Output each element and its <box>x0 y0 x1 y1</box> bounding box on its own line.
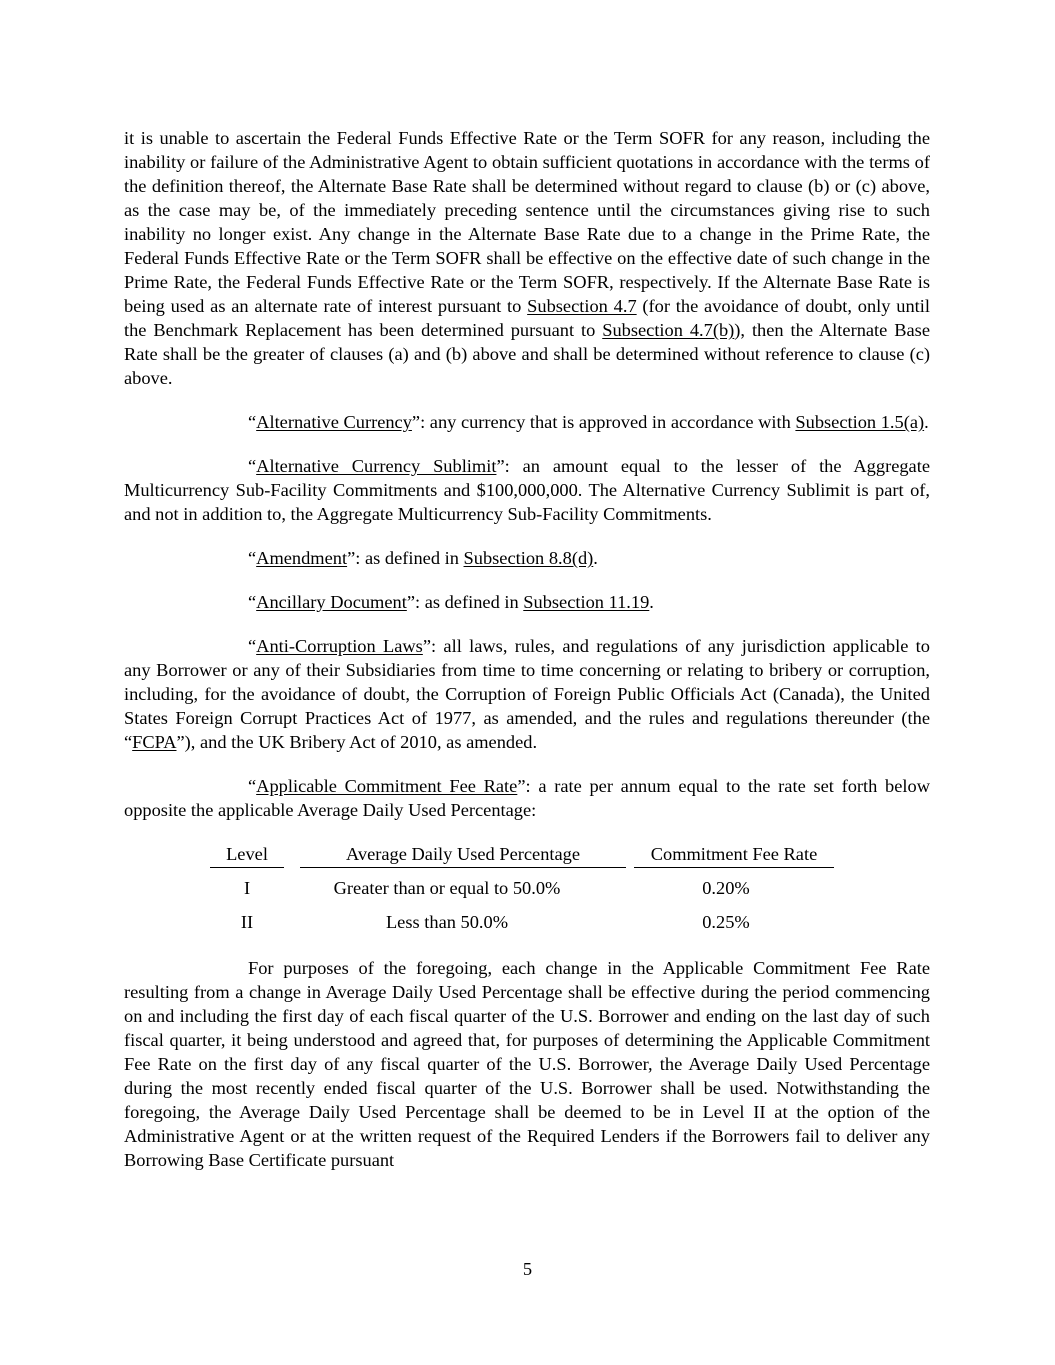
table-cell: 0.20% <box>702 878 750 898</box>
subsection-4-7-link: Subsection 4.7 <box>527 296 637 316</box>
definition-amendment: “Amendment”: as defined in Subsection 8.8(d). <box>248 548 598 568</box>
defined-term: Alternative Currency Sublimit <box>256 456 497 476</box>
definition-anti-corruption-laws: “Anti-Corruption Laws”: all laws, rules, and regulations of any jurisdiction applicable to any Borrower or any of their Subsidiaries from time to time concerning or relating to bribery or corruption, including, for the avoidance of doubt, the Corruption of Foreign Public Officials Act (Canada), the United States Foreign Corrupt Practices Act of 1977, as amended, and the rules and regulations thereunder (the “FCPA”), and the UK Bribery Act of 2010, as amended. <box>124 636 930 752</box>
paragraph-for-purposes: For purposes of the foregoing, each change in the Applicable Commitment Fee Rate resulting from a change in Average Daily Used Percentage shall be effective during the period commencing on and including the first day of each fiscal quarter of the U.S. Borrower and ending on the last day of such fiscal quarter, it being understood and agreed that, for purposes of determining the Applicable Commitment Fee Rate on the first day of any fiscal quarter of the U.S. Borrower, the Average Daily Used Percentage during the most recently ended fiscal quarter of the U.S. Borrower shall be used. Notwithstanding the foregoing, the Average Daily Used Percentage shall be deemed to be in Level II at the option of the Administrative Agent or at the written request of the Required Lenders if the Borrowers fail to deliver any Borrowing Base Certificate pursuant <box>124 958 930 1170</box>
defined-term: Ancillary Document <box>256 592 407 612</box>
column-header-level: Level <box>210 842 284 868</box>
defined-term: Alternative Currency <box>256 412 412 432</box>
subsection-4-7b-link: Subsection 4.7(b) <box>602 320 735 340</box>
table-cell: II <box>240 912 254 932</box>
fcpa-term: FCPA <box>132 732 177 752</box>
defined-term: Amendment <box>256 548 348 568</box>
table-cell: I <box>243 878 251 898</box>
table-cell: Less than 50.0% <box>385 912 509 932</box>
subsection-ref: Subsection 8.8(d) <box>463 548 594 568</box>
document-page <box>124 126 930 1172</box>
subsection-ref: Subsection 1.5(a) <box>795 412 925 432</box>
table-cell: Greater than or equal to 50.0% <box>333 878 561 898</box>
column-header-average-daily-used: Average Daily Used Percentage <box>300 842 626 868</box>
table-cell: 0.25% <box>702 912 750 932</box>
defined-term: Applicable Commitment Fee Rate <box>256 776 518 796</box>
definition-applicable-commitment-fee-rate: “Applicable Commitment Fee Rate”: a rate per annum equal to the rate set forth below opposite the applicable Average Daily Used Percentage: <box>124 776 930 820</box>
column-header-commitment-fee-rate: Commitment Fee Rate <box>634 842 834 868</box>
page-number: 5 <box>522 1259 533 1279</box>
definition-alternative-currency: “Alternative Currency”: any currency that is approved in accordance with Subsection 1.5(a). <box>248 412 929 432</box>
table-header-row <box>210 842 930 876</box>
subsection-ref: Subsection 11.19 <box>523 592 650 612</box>
definition-alternative-currency-sublimit: “Alternative Currency Sublimit”: an amount equal to the lesser of the Aggregate Multicurrency Sub-Facility Commitments and $100,000,000. The Alternative Currency Sublimit is part of, and not in addition to, the Aggregate Multicurrency Sub-Facility Commitments. <box>124 456 930 524</box>
definition-ancillary-document: “Ancillary Document”: as defined in Subsection 11.19. <box>248 592 654 612</box>
defined-term: Anti-Corruption Laws <box>256 636 423 656</box>
table-row <box>210 910 930 944</box>
commitment-fee-table <box>210 842 930 944</box>
table-row <box>210 876 930 910</box>
paragraph-alternate-base-rate: it is unable to ascertain the Federal Funds Effective Rate or the Term SOFR for any reason, including the inability or failure of the Administrative Agent to obtain sufficient quotations in accordance with the terms of the definition thereof, the Alternate Base Rate shall be determined without regard to clause (b) or (c) above, as the case may be, of the immediately preceding sentence until the circumstances giving rise to such inability no longer exist. Any change in the Alternate Base Rate due to a change in the Prime Rate, the Federal Funds Effective Rate or the Term SOFR shall be effective on the effective date of such change in the Prime Rate, the Federal Funds Effective Rate or the Term SOFR, respectively. If the Alternate Base Rate is being used as an alternate rate of interest pursuant to Subsection 4.7 (for the avoidance of doubt, only until the Benchmark Replacement has been determined pursuant to Subsection 4.7(b)), then the Alternate Base Rate shall be the greater of clauses (a) and (b) above and shall be determined without reference to clause (c) above. <box>124 128 931 388</box>
